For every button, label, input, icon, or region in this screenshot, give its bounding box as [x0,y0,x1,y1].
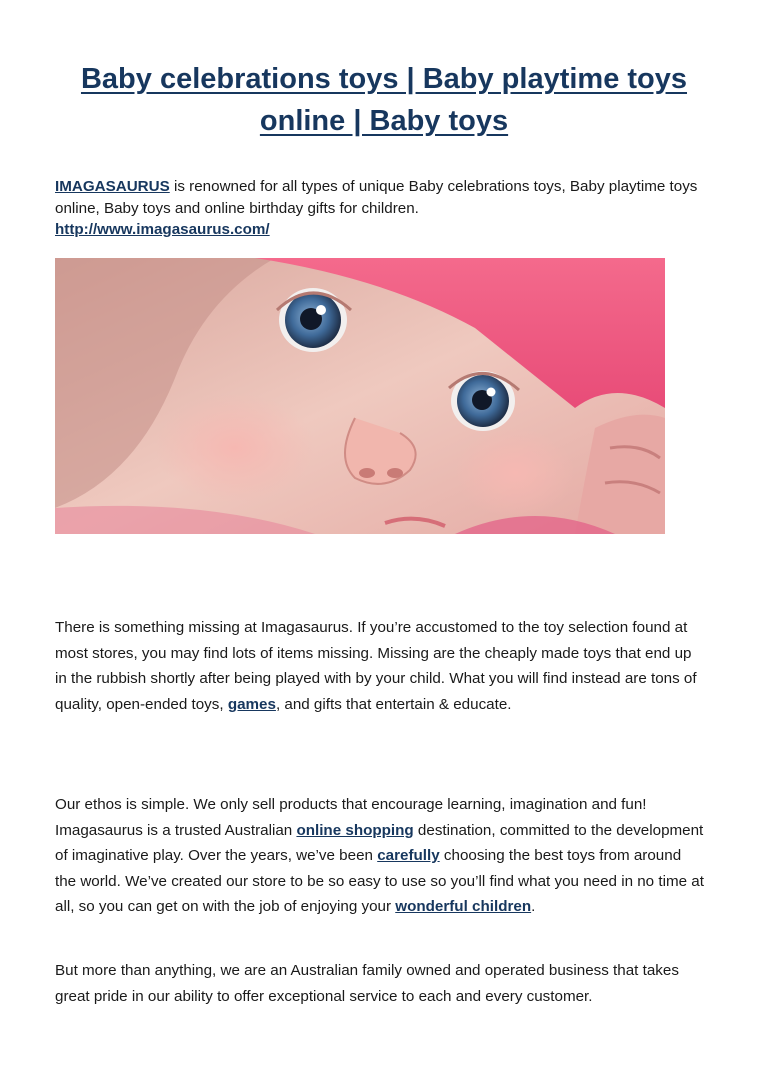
paragraph-text: choosing the best toys from around the world. We’ve created our store to be so easy to use so you’ll find what you need in no time at all, so you can get on with the job of enjoying your [55,847,704,915]
games-link[interactable]: games [227,695,276,713]
paragraph-ethos [55,792,705,920]
intro-text: is renowned for all types of unique Baby celebrations toys, Baby playtime toys online, Baby toys and online birthday gifts for children. [55,178,698,217]
paragraph-text: But more than anything, we are an Australian family owned and operated business that takes great pride in our ability to offer exceptional service to each and every customer. [55,962,679,1005]
carefully-link[interactable]: carefully [377,847,440,864]
page-title: Baby celebrations toys | Baby playtime toys online | Baby toys [80,63,688,137]
paragraph-family-business [55,958,705,1009]
website-url-link[interactable]: http://www.imagasaurus.com/ [55,221,270,238]
paragraph-text: Our ethos is simple. We only sell products that encourage learning, imagination and fun! Imagasaurus is a trusted Australian [55,796,647,839]
paragraph-text: , and gifts that entertain & educate. [275,695,512,713]
baby-photo-illustration [55,258,665,534]
paragraph-missing [55,615,705,717]
intro-paragraph [55,176,705,241]
paragraph-text: destination, committed to the development of imaginative play. Over the years, we’ve been [55,821,704,864]
wonderful-children-link[interactable]: wonderful children [395,898,532,915]
imagasaurus-link[interactable]: IMAGASAURUS [55,178,170,195]
online-shopping-link[interactable]: online shopping [296,821,414,839]
baby-photo [55,258,665,534]
paragraph-text: . [531,898,536,915]
paragraph-text: There is something missing at Imagasaurus. If you’re accustomed to the toy selection found at most stores, you may find lots of items missing. Missing are the cheaply made toys that end up in the rubbish shortly after being played with by your child. What you will find instead are tons of quality, open-ended toys, [55,619,697,713]
